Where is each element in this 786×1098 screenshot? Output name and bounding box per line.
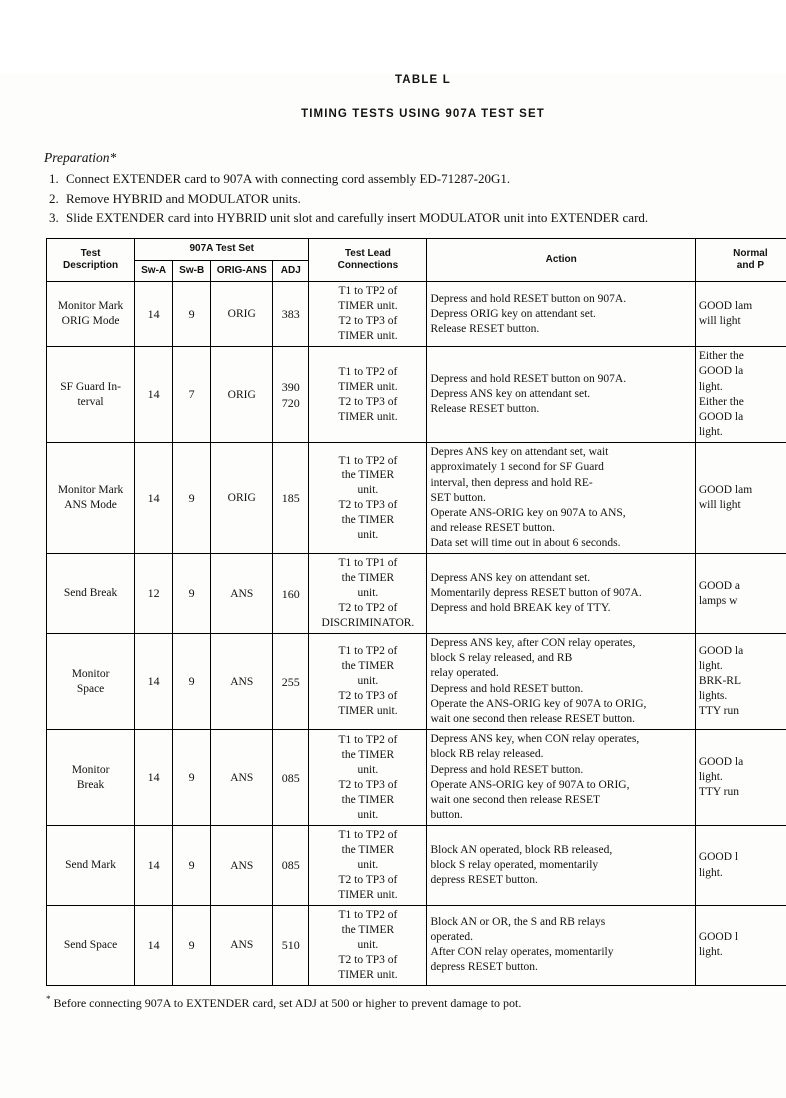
preparation-step — [44, 209, 786, 226]
header-action: Action — [427, 239, 695, 282]
cell-adj: 085 — [273, 826, 309, 906]
cell-adj: 383 — [273, 282, 309, 347]
table-title: TIMING TESTS USING 907A TEST SET — [60, 108, 786, 120]
cell-orig-ans: ANS — [211, 730, 273, 826]
cell-sw-b: 9 — [173, 826, 211, 906]
footnote-marker: * — [46, 994, 51, 1004]
cell-sw-a: 14 — [135, 443, 173, 554]
cell-normal: GOOD la light. BRK-RL lights. TTY run — [695, 634, 786, 730]
table-row — [47, 826, 786, 906]
cell-description: Send Mark — [47, 826, 135, 906]
cell-adj: 255 — [273, 634, 309, 730]
cell-normal: GOOD l light. — [695, 826, 786, 906]
header-orig-ans: ORIG-ANS — [211, 260, 273, 282]
cell-sw-b: 9 — [173, 905, 211, 985]
cell-sw-b: 9 — [173, 730, 211, 826]
header-test-description: Test Description — [47, 239, 135, 282]
cell-leads: T1 to TP2 of the TIMER unit. T2 to TP3 of the TIMER unit. — [309, 730, 427, 826]
cell-orig-ans: ORIG — [211, 282, 273, 347]
document-page — [0, 74, 786, 1098]
timing-tests-table — [46, 238, 786, 985]
cell-normal: GOOD a lamps w — [695, 554, 786, 634]
cell-leads: T1 to TP1 of the TIMER unit. T2 to TP2 of DISCRIMINATOR. — [309, 554, 427, 634]
table-row — [47, 634, 786, 730]
cell-sw-b: 9 — [173, 634, 211, 730]
cell-description: Monitor Break — [47, 730, 135, 826]
cell-description: SF Guard In- terval — [47, 347, 135, 443]
cell-normal: GOOD lam will light — [695, 443, 786, 554]
cell-adj: 390 720 — [273, 347, 309, 443]
table-row — [47, 905, 786, 985]
cell-sw-a: 14 — [135, 905, 173, 985]
cell-adj: 510 — [273, 905, 309, 985]
cell-sw-a: 14 — [135, 634, 173, 730]
step-text: Remove HYBRID and MODULATOR units. — [66, 190, 786, 207]
cell-action: Depres ANS key on attendant set, wait approximately 1 second for SF Guard interval, then depress and hold RE- SET button. Operate ANS-ORIG key on 907A to ANS, and release RESET button. Data set will time out in about 6 seconds. — [427, 443, 695, 554]
cell-normal: GOOD l light. — [695, 905, 786, 985]
cell-adj: 160 — [273, 554, 309, 634]
footnote-text: Before connecting 907A to EXTENDER card, set ADJ at 500 or higher to prevent damage to pot. — [54, 996, 522, 1010]
cell-description: Monitor Space — [47, 634, 135, 730]
cell-sw-a: 14 — [135, 730, 173, 826]
header-adj: ADJ — [273, 260, 309, 282]
cell-action: Depress and hold RESET button on 907A. Depress ANS key on attendant set. Release RESET button. — [427, 347, 695, 443]
cell-orig-ans: ORIG — [211, 443, 273, 554]
cell-sw-a: 12 — [135, 554, 173, 634]
cell-description: Monitor Mark ORIG Mode — [47, 282, 135, 347]
cell-leads: T1 to TP2 of the TIMER unit. T2 to TP3 of TIMER unit. — [309, 826, 427, 906]
cell-sw-b: 9 — [173, 443, 211, 554]
cell-adj: 185 — [273, 443, 309, 554]
cell-adj: 085 — [273, 730, 309, 826]
table-row — [47, 554, 786, 634]
step-number: 1. — [44, 170, 66, 187]
table-label: TABLE L — [60, 74, 786, 86]
cell-description: Monitor Mark ANS Mode — [47, 443, 135, 554]
preparation-section — [44, 150, 786, 226]
cell-orig-ans: ANS — [211, 554, 273, 634]
cell-description: Send Break — [47, 554, 135, 634]
cell-normal: Either the GOOD la light. Either the GOOD la light. — [695, 347, 786, 443]
cell-orig-ans: ANS — [211, 634, 273, 730]
footnote — [46, 994, 786, 1011]
step-number: 3. — [44, 209, 66, 226]
table-header-row-1 — [47, 239, 786, 261]
cell-normal: GOOD la light. TTY run — [695, 730, 786, 826]
table-body — [47, 282, 786, 985]
cell-sw-b: 9 — [173, 554, 211, 634]
table-row — [47, 443, 786, 554]
cell-leads: T1 to TP2 of the TIMER unit. T2 to TP3 of the TIMER unit. — [309, 443, 427, 554]
cell-orig-ans: ANS — [211, 826, 273, 906]
step-number: 2. — [44, 190, 66, 207]
title-block — [0, 74, 786, 120]
cell-leads: T1 to TP2 of the TIMER unit. T2 to TP3 of TIMER unit. — [309, 634, 427, 730]
cell-sw-a: 14 — [135, 282, 173, 347]
cell-description: Send Space — [47, 905, 135, 985]
preparation-heading: Preparation* — [44, 150, 786, 166]
cell-sw-a: 14 — [135, 347, 173, 443]
header-test-set-group: 907A Test Set — [135, 239, 309, 261]
preparation-step — [44, 190, 786, 207]
cell-action: Block AN operated, block RB released, block S relay operated, momentarily depress RESET button. — [427, 826, 695, 906]
table-row — [47, 730, 786, 826]
cell-action: Depress ANS key on attendant set. Momentarily depress RESET button of 907A. Depress and hold BREAK key of TTY. — [427, 554, 695, 634]
step-text: Slide EXTENDER card into HYBRID unit slot and carefully insert MODULATOR unit into EXTENDER card. — [66, 209, 786, 226]
cell-leads: T1 to TP2 of TIMER unit. T2 to TP3 of TIMER unit. — [309, 347, 427, 443]
step-text: Connect EXTENDER card to 907A with connecting cord assembly ED-71287-20G1. — [66, 170, 786, 187]
cell-action: Block AN or OR, the S and RB relays operated. After CON relay operates, momentarily depress RESET button. — [427, 905, 695, 985]
header-test-lead: Test Lead Connections — [309, 239, 427, 282]
cell-action: Depress and hold RESET button on 907A. Depress ORIG key on attendant set. Release RESET button. — [427, 282, 695, 347]
cell-sw-b: 9 — [173, 282, 211, 347]
cell-orig-ans: ANS — [211, 905, 273, 985]
header-sw-a: Sw-A — [135, 260, 173, 282]
cell-sw-a: 14 — [135, 826, 173, 906]
cell-action: Depress ANS key, when CON relay operates, block RB relay released. Depress and hold RESET button. Operate ANS-ORIG key of 907A to ORIG, wait one second then release RESET button. — [427, 730, 695, 826]
table-row — [47, 282, 786, 347]
cell-action: Depress ANS key, after CON relay operates, block S relay released, and RB relay operated. Depress and hold RESET button. Operate the ANS-ORIG key of 907A to ORIG, wait one second then release RESET button. — [427, 634, 695, 730]
header-normal: Normal and P — [695, 239, 786, 282]
table-row — [47, 347, 786, 443]
cell-sw-b: 7 — [173, 347, 211, 443]
cell-leads: T1 to TP2 of the TIMER unit. T2 to TP3 of TIMER unit. — [309, 905, 427, 985]
header-sw-b: Sw-B — [173, 260, 211, 282]
cell-leads: T1 to TP2 of TIMER unit. T2 to TP3 of TIMER unit. — [309, 282, 427, 347]
preparation-step — [44, 170, 786, 187]
cell-orig-ans: ORIG — [211, 347, 273, 443]
cell-normal: GOOD lam will light — [695, 282, 786, 347]
